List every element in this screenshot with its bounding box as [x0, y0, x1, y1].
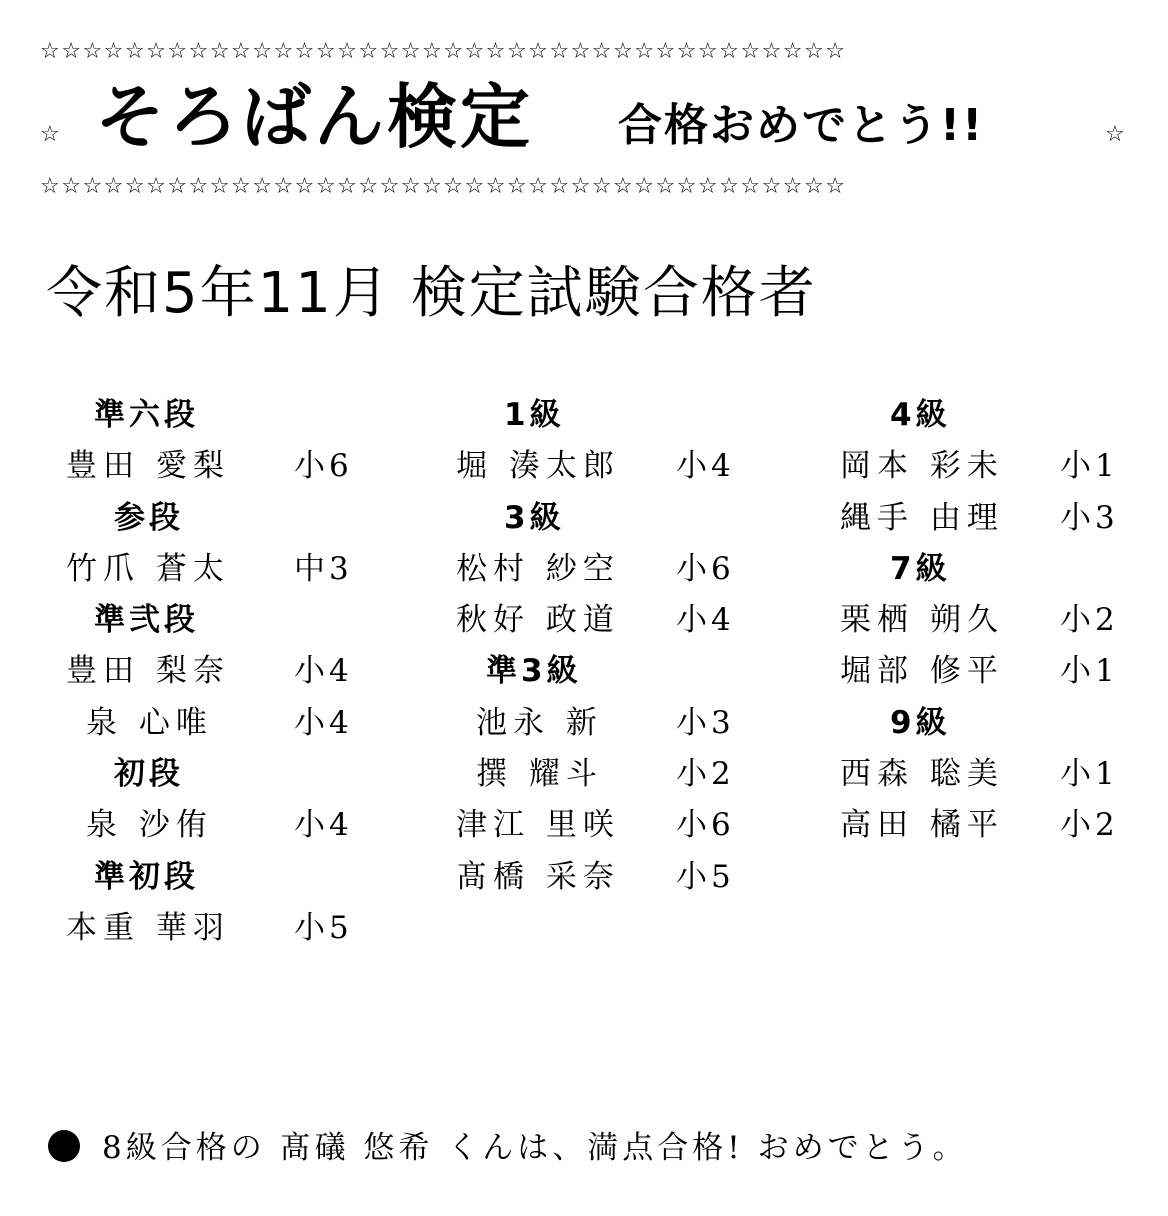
results-column-3: [840, 390, 1140, 852]
passer-name: 秋好 政道: [456, 602, 620, 639]
rank-label: 参段: [114, 499, 184, 536]
passer-grade: 小6: [676, 807, 735, 844]
passer-row: [66, 544, 366, 595]
rank-heading: [456, 493, 756, 544]
rank-heading: [456, 646, 756, 697]
passer-row: [456, 749, 756, 800]
passer-grade: 中3: [294, 550, 353, 587]
passer-row: [456, 441, 756, 492]
passer-grade: 小6: [294, 448, 353, 485]
rank-heading: [66, 595, 366, 646]
rank-label: 9級: [890, 704, 951, 741]
passer-grade: 小2: [1060, 807, 1119, 844]
passer-name: 髙橋 采奈: [456, 858, 620, 895]
passer-name: 堀 湊太郎: [456, 448, 620, 485]
passer-row: [840, 595, 1140, 646]
rank-label: 初段: [114, 756, 184, 793]
passer-row: [66, 903, 366, 954]
passer-grade: 小4: [294, 653, 353, 690]
passer-row: [456, 852, 756, 903]
passer-name: 堀部 修平: [840, 653, 1004, 690]
results-column-2: [456, 390, 756, 903]
rank-label: 準六段: [94, 397, 199, 433]
passer-grade: 小6: [676, 550, 735, 587]
rank-heading: [456, 390, 756, 441]
passer-row: [66, 646, 366, 697]
passer-row: [840, 493, 1140, 544]
passer-row: [456, 800, 756, 851]
passer-row: [840, 646, 1140, 697]
passer-grade: 小2: [676, 756, 735, 793]
rank-label: 1級: [504, 397, 565, 433]
passer-grade: 小4: [676, 602, 735, 639]
rank-label: 準3級: [486, 653, 582, 690]
passer-grade: 小1: [1060, 756, 1119, 793]
rank-heading: [66, 493, 366, 544]
star-icon: ☆: [40, 122, 60, 147]
star-border-bottom: ☆☆☆☆☆☆☆☆☆☆☆☆☆☆☆☆☆☆☆☆☆☆☆☆☆☆☆☆☆☆☆☆☆☆☆☆☆☆: [40, 174, 847, 199]
star-border-top: ☆☆☆☆☆☆☆☆☆☆☆☆☆☆☆☆☆☆☆☆☆☆☆☆☆☆☆☆☆☆☆☆☆☆☆☆☆☆: [40, 39, 847, 64]
passer-name: 栗栖 朔久: [840, 602, 1004, 639]
passer-name: 高田 橘平: [840, 807, 1004, 844]
passer-name: 撰 耀斗: [476, 756, 603, 793]
passer-row: [456, 698, 756, 749]
passer-name: 縄手 由理: [840, 499, 1004, 536]
passer-row: [66, 800, 366, 851]
main-title: そろばん検定: [95, 76, 533, 158]
rank-label: 準初段: [94, 858, 199, 895]
passer-row: [456, 544, 756, 595]
bullet-icon: [48, 1130, 80, 1162]
rank-label: 準弐段: [94, 602, 199, 639]
passer-name: 豊田 梨奈: [66, 653, 230, 690]
passer-grade: 小3: [676, 704, 735, 741]
results-column-1: [66, 390, 366, 954]
passer-name: 岡本 彩未: [840, 448, 1004, 485]
passer-grade: 小3: [1060, 499, 1119, 536]
rank-label: 7級: [890, 550, 951, 587]
passer-row: [840, 749, 1140, 800]
passer-grade: 小1: [1060, 653, 1119, 690]
rank-label: 3級: [504, 499, 565, 536]
passer-name: 泉 沙侑: [86, 807, 213, 844]
passer-grade: 小4: [294, 807, 353, 844]
passer-name: 本重 華羽: [66, 909, 230, 946]
passer-row: [66, 441, 366, 492]
passer-name: 竹爪 蒼太: [66, 550, 230, 587]
footer-note-text: 8級合格の 髙礒 悠希 くんは、満点合格! おめでとう。: [102, 1130, 968, 1166]
passer-grade: 小1: [1060, 448, 1119, 485]
passer-grade: 小5: [294, 909, 353, 946]
passer-grade: 小4: [676, 448, 735, 485]
results-heading: 令和5年11月 検定試験合格者: [46, 261, 817, 326]
passer-name: 津江 里咲: [456, 807, 620, 844]
rank-label: 4級: [890, 397, 951, 433]
passer-grade: 小5: [676, 858, 735, 895]
passer-grade: 小2: [1060, 602, 1119, 639]
passer-row: [66, 698, 366, 749]
passer-grade: 小4: [294, 704, 353, 741]
passer-name: 松村 紗空: [456, 550, 620, 587]
rank-heading: [66, 749, 366, 800]
rank-heading: [840, 698, 1140, 749]
passer-name: 泉 心唯: [86, 704, 213, 741]
passer-name: 西森 聡美: [840, 756, 1004, 793]
passer-row: [840, 441, 1140, 492]
star-icon: ☆: [1105, 122, 1125, 147]
passer-row: [840, 800, 1140, 851]
rank-heading: [840, 390, 1140, 441]
passer-row: [456, 595, 756, 646]
passer-name: 池永 新: [476, 704, 603, 741]
footer-note: [48, 1126, 968, 1170]
rank-heading: [66, 852, 366, 903]
rank-heading: [840, 544, 1140, 595]
passer-name: 豊田 愛梨: [66, 448, 230, 485]
rank-heading: [66, 390, 366, 441]
subtitle: 合格おめでとう!!: [618, 100, 985, 151]
